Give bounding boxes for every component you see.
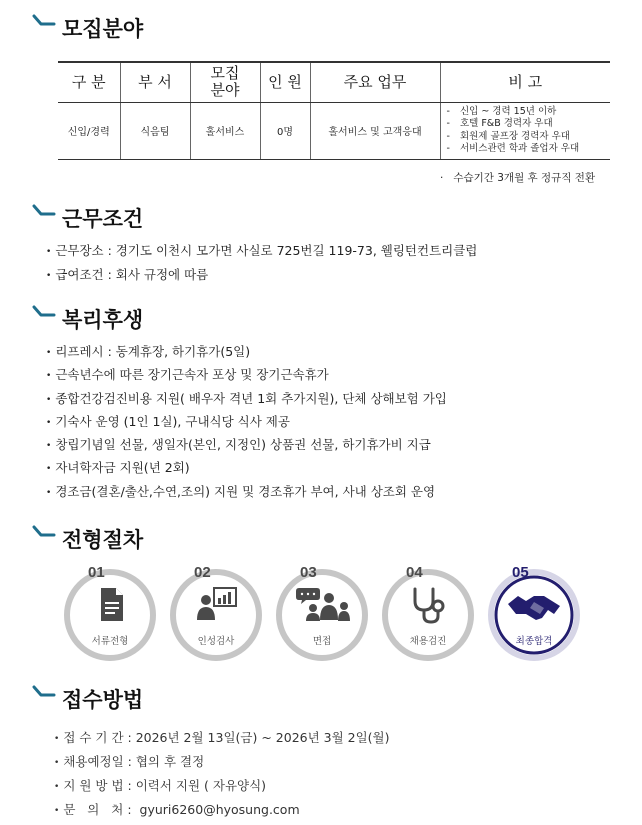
section-title-work [30,198,143,238]
document-icon [101,588,123,621]
section-title-text: 복리후생 [62,308,144,332]
probation-note: · 수습기간 3개월 후 정규직 전환 [440,172,596,184]
list-item: • 자녀학자금 지원(년 2회) [46,460,190,476]
section-title-apply [30,679,143,719]
apply-info-list [54,726,390,822]
header-dept: 부 서 [120,62,190,102]
step-label: 면접 [312,636,332,647]
note-item: - 신입 ~ 경력 15년 이하 [447,106,611,119]
header-duty: 주요 업무 [310,62,440,102]
section-title-text: 모집분야 [62,17,144,41]
note-item: - 서비스관련 학과 졸업자 우대 [447,143,611,156]
step-number: 03 [300,564,317,581]
list-item: • 접 수 기 간 : 2026년 2월 13일(금) ~ 2026년 3월 2일(월) [54,730,390,745]
work-conditions-list [46,239,477,287]
note-item: - 회원제 골프장 경력자 우대 [447,131,611,144]
process-step-1 [67,564,153,658]
step-number: 05 [512,564,529,581]
process-step-5 [491,564,577,658]
cell-duty: 홀서비스 및 고객응대 [310,102,440,159]
step-number: 01 [88,564,105,581]
table-header-row [58,62,610,102]
cell-field: 홀서비스 [190,102,260,159]
header-field: 모집 분야 [190,62,260,102]
cell-count: 0명 [260,102,310,159]
cell-type: 신입/경력 [58,102,120,159]
table-row [58,102,610,159]
header-notes: 비 고 [440,62,610,102]
list-item: • 급여조건 : 회사 규정에 따름 [46,267,209,282]
process-step-2 [173,564,259,658]
process-diagram [58,558,588,670]
probation-note-text: 수습기간 3개월 후 정규직 전환 [453,172,596,184]
list-item: • 창립기념일 선물, 생일자(본인, 지정인) 상품권 선물, 하기휴가비 지급 [46,437,431,453]
section-title-process [30,519,143,559]
list-item: • 지 원 방 법 : 이력서 지원 ( 자유양식) [54,778,267,793]
process-step-3 [279,564,365,658]
title-check-mark-icon [30,11,56,37]
list-item: • 기숙사 운영 (1인 1실), 구내식당 식사 제공 [46,413,290,429]
section-title-text: 전형절차 [62,528,144,552]
step-label: 최종합격 [515,636,553,647]
process-step-4 [385,564,471,658]
list-item: • 근무장소 : 경기도 이천시 모가면 사실로 725번길 119-73, 웰링턴컨트리클럽 [46,243,478,258]
step-number: 02 [194,564,211,581]
step-number: 04 [406,564,423,581]
list-item: • 종합건강검진비용 지원( 배우자 격년 1회 추가지원), 단체 상해보험 가입 [46,390,447,406]
title-check-mark-icon [30,302,56,328]
list-item: • 채용예정일 : 협의 후 결정 [54,754,205,769]
cell-notes [440,102,610,159]
list-item: • 근속년수에 따른 장기근속자 포상 및 장기근속휴가 [46,367,329,383]
header-type: 구 분 [58,62,120,102]
section-title-text: 접수방법 [62,688,144,712]
step-label: 채용검진 [409,636,447,647]
list-item: • 리프레시 : 동계휴장, 하기휴가(5일) [46,344,251,359]
section-title-text: 근무조건 [62,207,144,231]
section-title-welfare [30,299,143,339]
cell-dept: 식음팀 [120,102,190,159]
list-item: • 경조금(결혼/출산,수연,조의) 지원 및 경조휴가 부여, 사내 상조회 운영 [46,483,436,499]
step-label: 인성검사 [197,636,235,647]
title-check-mark-icon [30,682,56,708]
contact-email[interactable]: • 문 의 처 : gyuri6260@hyosung.com [54,802,300,817]
title-check-mark-icon [30,201,56,227]
section-title-recruit [30,8,143,48]
title-check-mark-icon [30,522,56,548]
welfare-list [46,340,447,503]
note-item: - 호텔 F&B 경력자 우대 [447,118,611,131]
recruit-table [58,61,610,160]
header-count: 인 원 [260,62,310,102]
step-label: 서류전형 [91,636,129,647]
